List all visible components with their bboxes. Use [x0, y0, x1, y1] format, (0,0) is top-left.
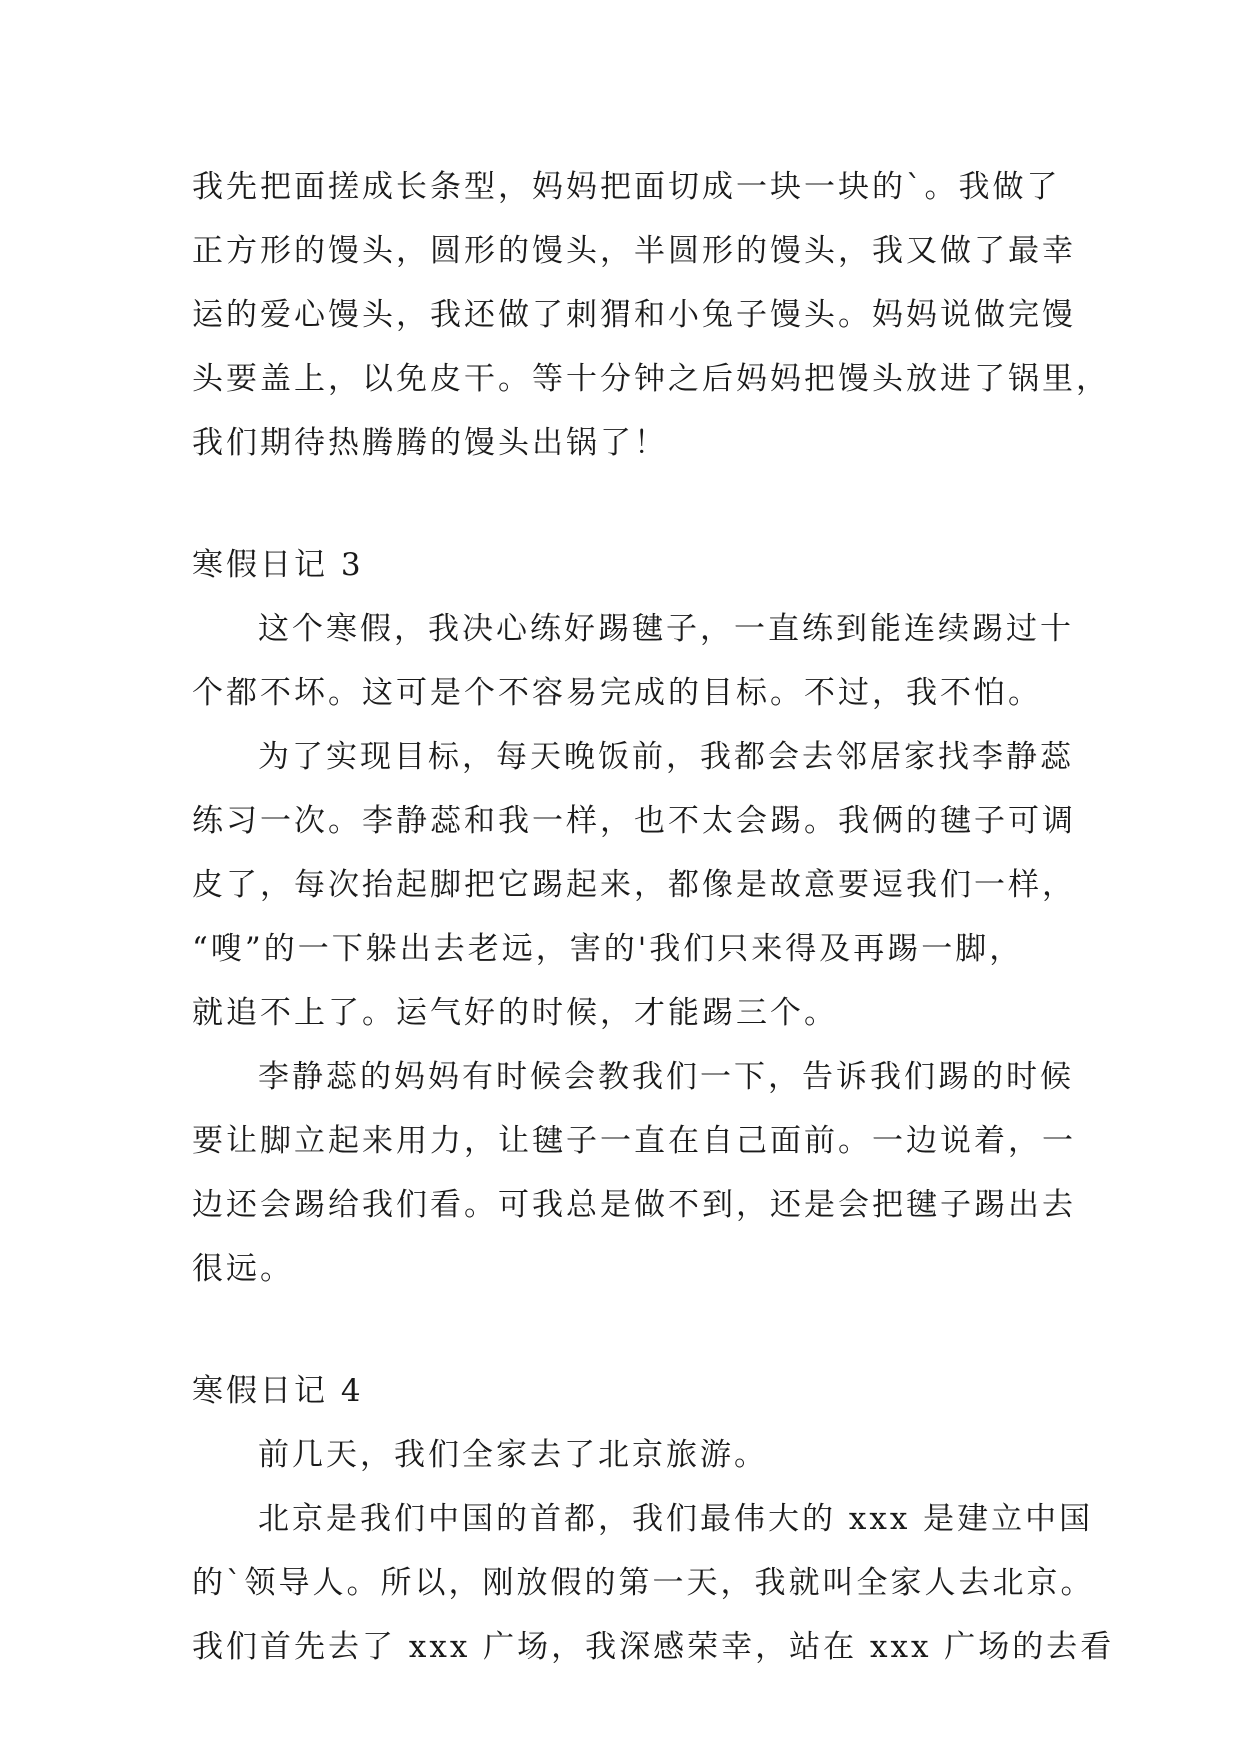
text-line: 正方形的馒头，圆形的馒头，半圆形的馒头，我又做了最幸	[192, 233, 1076, 269]
diary-entry-3	[192, 533, 1076, 1301]
text-line: 皮了，每次抬起脚把它踢起来，都像是故意要逗我们一样，	[192, 867, 1076, 903]
text-line: 我们首先去了 xxx 广场，我深感荣幸，站在 xxx 广场的去看	[192, 1629, 1115, 1665]
diary-entry-4	[192, 1359, 1115, 1679]
text-line: 就追不上了。运气好的时候，才能踢三个。	[192, 995, 838, 1031]
text-line: 要让脚立起来用力，让毽子一直在自己面前。一边说着，一	[192, 1123, 1076, 1159]
text-line: 很远。	[192, 1251, 294, 1287]
text-line: 这个寒假，我决心练好踢毽子，一直练到能连续踢过十	[258, 611, 1074, 647]
text-line: 的`领导人。所以，刚放假的第一天，我就叫全家人去北京。	[192, 1565, 1095, 1601]
document-page	[192, 155, 1115, 1679]
text-line: 我先把面搓成长条型，妈妈把面切成一块一块的`。我做了	[192, 169, 1061, 205]
section-gap	[192, 1301, 1072, 1359]
text-line: “嗖”的一下躲出去老远，害的'我们只来得及再踢一脚，	[192, 931, 1024, 967]
paragraph-mantou	[192, 155, 1110, 475]
text-line: 北京是我们中国的首都，我们最伟大的 xxx 是建立中国	[258, 1501, 1094, 1537]
text-line: 边还会踢给我们看。可我总是做不到，还是会把毽子踢出去	[192, 1187, 1076, 1223]
text-line: 李静蕊的妈妈有时候会教我们一下，告诉我们踢的时候	[258, 1059, 1074, 1095]
text-line: 为了实现目标，每天晚饭前，我都会去邻居家找李静蕊	[258, 739, 1074, 775]
text-line: 我们期待热腾腾的馒头出锅了！	[192, 425, 668, 461]
diary-title: 寒假日记 4	[192, 1373, 364, 1409]
text-line: 头要盖上，以免皮干。等十分钟之后妈妈把馒头放进了锅里，	[192, 361, 1110, 397]
diary-title: 寒假日记 3	[192, 547, 364, 583]
text-line: 前几天，我们全家去了北京旅游。	[258, 1437, 768, 1473]
text-line: 练习一次。李静蕊和我一样，也不太会踢。我俩的毽子可调	[192, 803, 1076, 839]
section-gap	[192, 475, 1072, 533]
text-line: 个都不坏。这可是个不容易完成的目标。不过，我不怕。	[192, 675, 1042, 711]
text-line: 运的爱心馒头，我还做了刺猬和小兔子馒头。妈妈说做完馒	[192, 297, 1076, 333]
